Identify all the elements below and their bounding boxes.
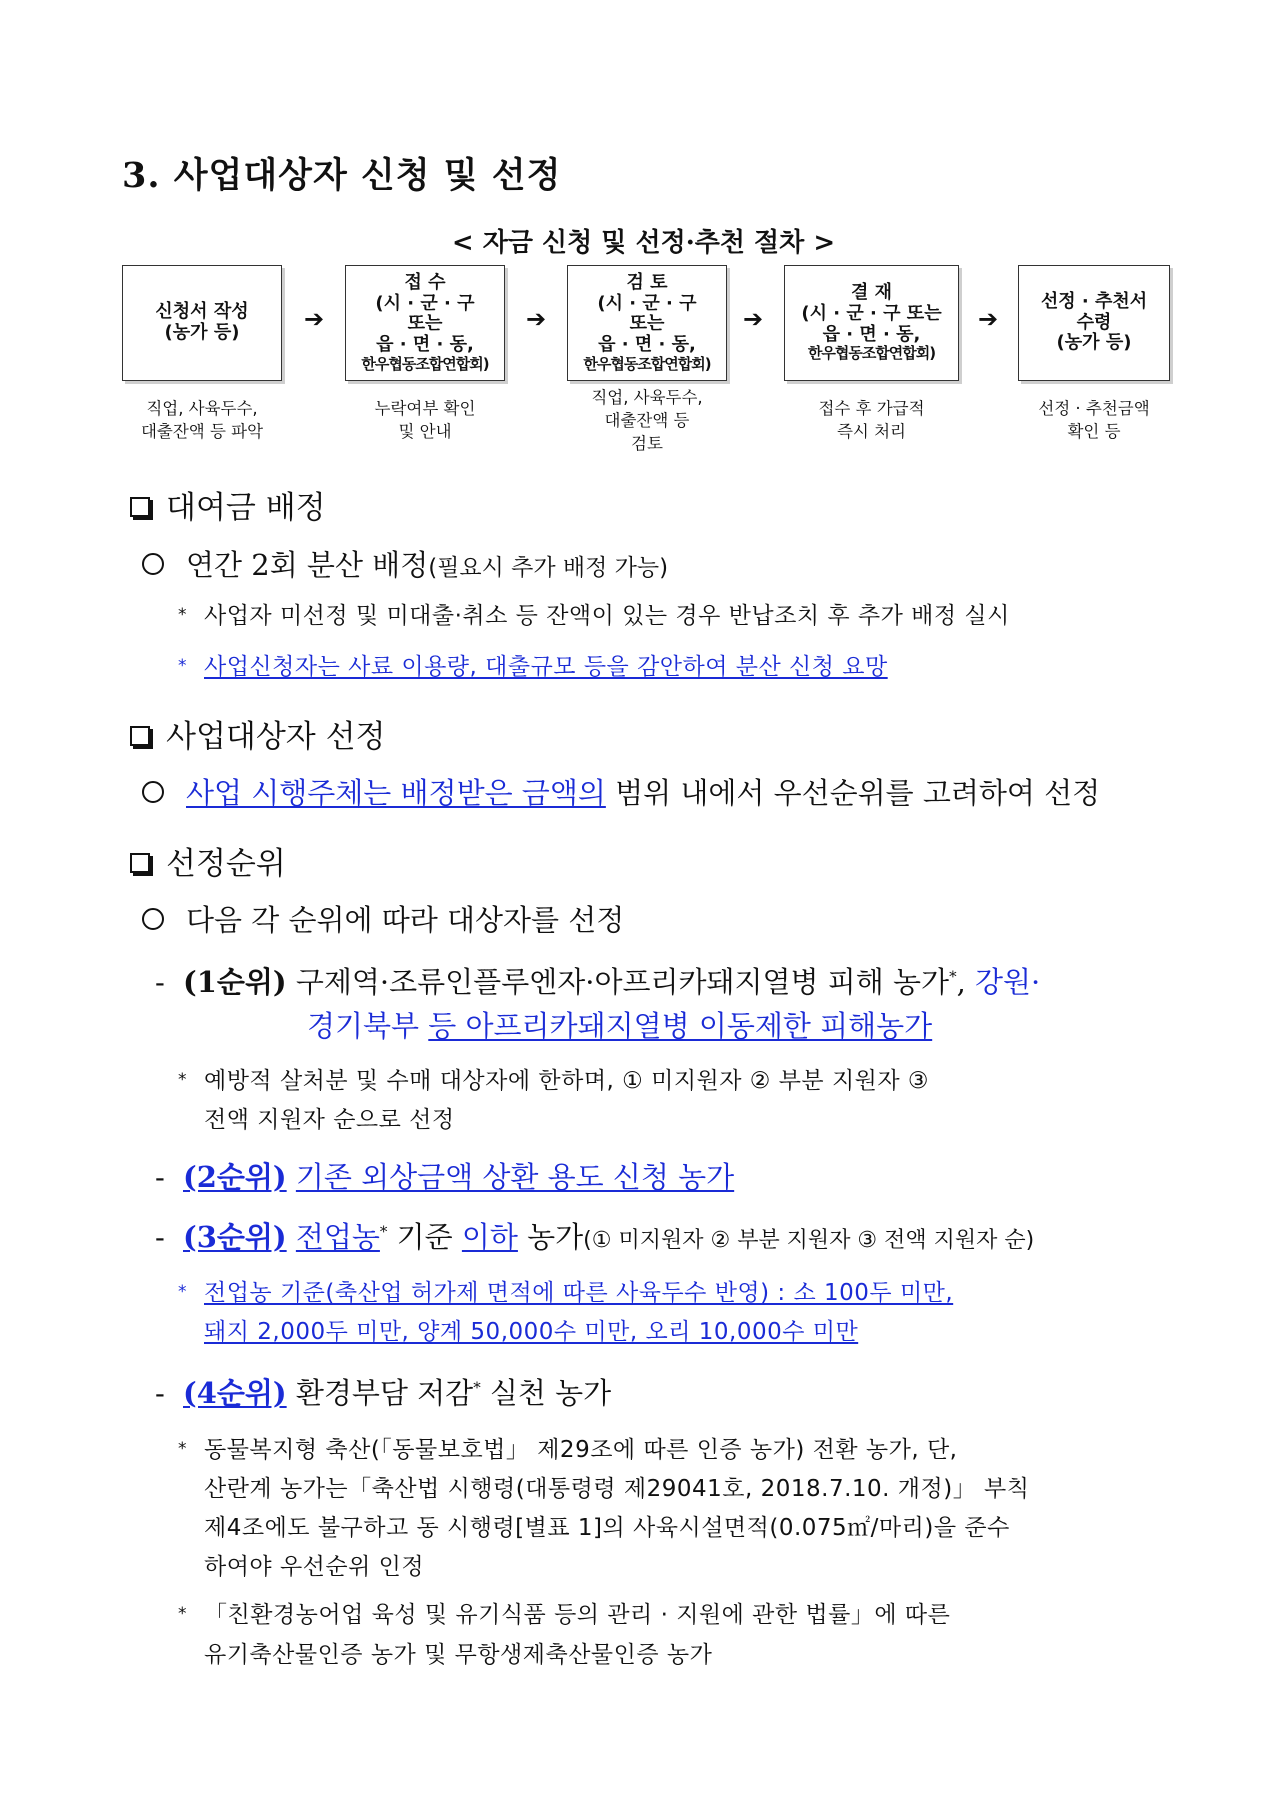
flow-step-line: (시 · 군 · 구 — [375, 292, 475, 314]
flow-step-apply — [122, 265, 282, 381]
heading-priority: 선정순위 — [130, 838, 286, 883]
arrow-icon: ➔ — [304, 305, 325, 333]
flow-step-line: (시 · 군 · 구 또는 — [801, 303, 942, 325]
square-bullet-icon — [130, 853, 150, 873]
circle-bullet-icon — [142, 553, 164, 575]
arrow-icon: ➔ — [978, 305, 999, 333]
note-allocation-2: * 사업신청자는 사료 이용량, 대출규모 등을 감안하여 분산 신청 요망 — [178, 654, 888, 680]
flow-step-line: (시 · 군 · 구 — [597, 292, 697, 314]
flow-step-line: 신청서 작성 — [155, 301, 249, 323]
flow-step-line: 읍 · 면 · 동, — [822, 323, 921, 345]
flow-step-line: 읍 · 면 · 동, — [376, 334, 474, 356]
flow-step-line: 검 토 — [626, 272, 668, 293]
item-priority: 다음 각 순위에 따라 대상자를 선정 — [142, 898, 624, 939]
note-priority-4-a-l2: 산란계 농가는「축산법 시행령(대통령령 제29041호, 2018.7.10. 개정)」 부칙 — [204, 1476, 1030, 1502]
flow-step-desc: 누락여부 확인 및 안내 — [374, 399, 476, 442]
note-priority-3: * 전업농 기준(축산업 허가제 면적에 따른 사육두수 반영) : 소 100두 미만, — [178, 1280, 954, 1306]
flow-step-desc: 접수 후 가급적 즉시 처리 — [818, 399, 925, 442]
circle-bullet-icon — [142, 908, 164, 930]
flow-step-line: (농가 등) — [164, 322, 240, 343]
item-target-selection: 사업 시행주체는 배정받은 금액의 범위 내에서 우선순위를 고려하여 선정 — [142, 771, 1100, 812]
flow-step-approve — [784, 265, 959, 381]
note-priority-4-a-l4: 하여야 우선순위 인정 — [204, 1554, 425, 1580]
flow-step-line: 한우협동조합연합회) — [361, 354, 489, 373]
note-allocation-1: * 사업자 미선정 및 미대출·취소 등 잔액이 있는 경우 반납조치 후 추가 배정 실시 — [178, 603, 1010, 629]
flow-step-receive — [345, 265, 505, 381]
circle-bullet-icon — [142, 781, 164, 803]
heading-loan-allocation: 대여금 배정 — [130, 482, 326, 527]
flow-step-line: (농가 등) — [1056, 332, 1132, 354]
flow-step-desc: 직업, 사육두수, 대출잔액 등 검토 — [591, 388, 703, 454]
priority-1-cont: 경기북부 등 아프리카돼지열병 이동제한 피해농가 — [307, 1009, 933, 1043]
heading-target-selection: 사업대상자 선정 — [130, 711, 385, 756]
arrow-icon: ➔ — [526, 305, 547, 333]
item-allocation: 연간 2회 분산 배정(필요시 추가 배정 가능) — [142, 543, 668, 584]
flow-step-line: 선정 · 추천서 — [1040, 290, 1148, 312]
note-priority-3-cont: 돼지 2,000두 미만, 양계 50,000수 미만, 오리 10,000수 미만 — [204, 1319, 859, 1345]
flow-step-desc: 직업, 사육두수, 대출잔액 등 파악 — [140, 399, 264, 442]
note-priority-1-cont: 전액 지원자 순으로 선정 — [204, 1107, 455, 1133]
priority-4: - (4순위) 환경부담 저감* 실천 농가 — [155, 1376, 612, 1410]
flow-step-line: 접 수 — [404, 272, 446, 293]
flow-step-line: 또는 — [629, 313, 665, 335]
note-priority-4-b: * 「친환경농어업 육성 및 유기식품 등의 관리 · 지원에 관한 법률」에 따른 — [178, 1602, 951, 1628]
flow-step-line: 수령 — [1076, 311, 1112, 333]
flow-step-line: 또는 — [407, 313, 443, 335]
note-priority-1: * 예방적 살처분 및 수매 대상자에 한하며, ① 미지원자 ② 부분 지원자 ③ — [178, 1068, 930, 1094]
flow-step-receipt — [1018, 265, 1170, 381]
priority-1: - (1순위) 구제역·조류인플루엔자·아프리카돼지열병 피해 농가*, 강원· — [155, 965, 1041, 999]
square-bullet-icon — [130, 726, 150, 746]
note-priority-4-a: * 동물복지형 축산(「동물보호법」 제29조에 따른 인증 농가) 전환 농가, 단, — [178, 1437, 958, 1463]
flow-step-line: 한우협동조합연합회) — [583, 354, 711, 373]
square-bullet-icon — [130, 497, 150, 517]
flow-step-desc: 선정 · 추천금액 확인 등 — [1038, 399, 1150, 442]
flow-step-line: 읍 · 면 · 동, — [598, 334, 696, 356]
note-priority-4-b-l2: 유기축산물인증 농가 및 무항생제축산물인증 농가 — [204, 1642, 713, 1668]
note-priority-4-a-l3: 제4조에도 불구하고 동 시행령[별표 1]의 사육시설면적(0.075㎡/마리)을 준수 — [204, 1515, 1010, 1541]
flow-step-review — [567, 265, 727, 381]
flow-caption: < 자금 신청 및 선정·추천 절차 > — [451, 228, 836, 258]
flow-step-line: 한우협동조합연합회) — [807, 344, 936, 363]
priority-3: - (3순위) 전업농* 기준 이하 농가(① 미지원자 ② 부분 지원자 ③ 전액 지원자 순) — [155, 1220, 1035, 1254]
arrow-icon: ➔ — [743, 305, 764, 333]
priority-2: - (2순위) 기존 외상금액 상환 용도 신청 농가 — [155, 1160, 735, 1194]
flow-step-line: 결 재 — [850, 282, 893, 304]
section-title: 3. 사업대상자 신청 및 선정 — [122, 155, 562, 196]
